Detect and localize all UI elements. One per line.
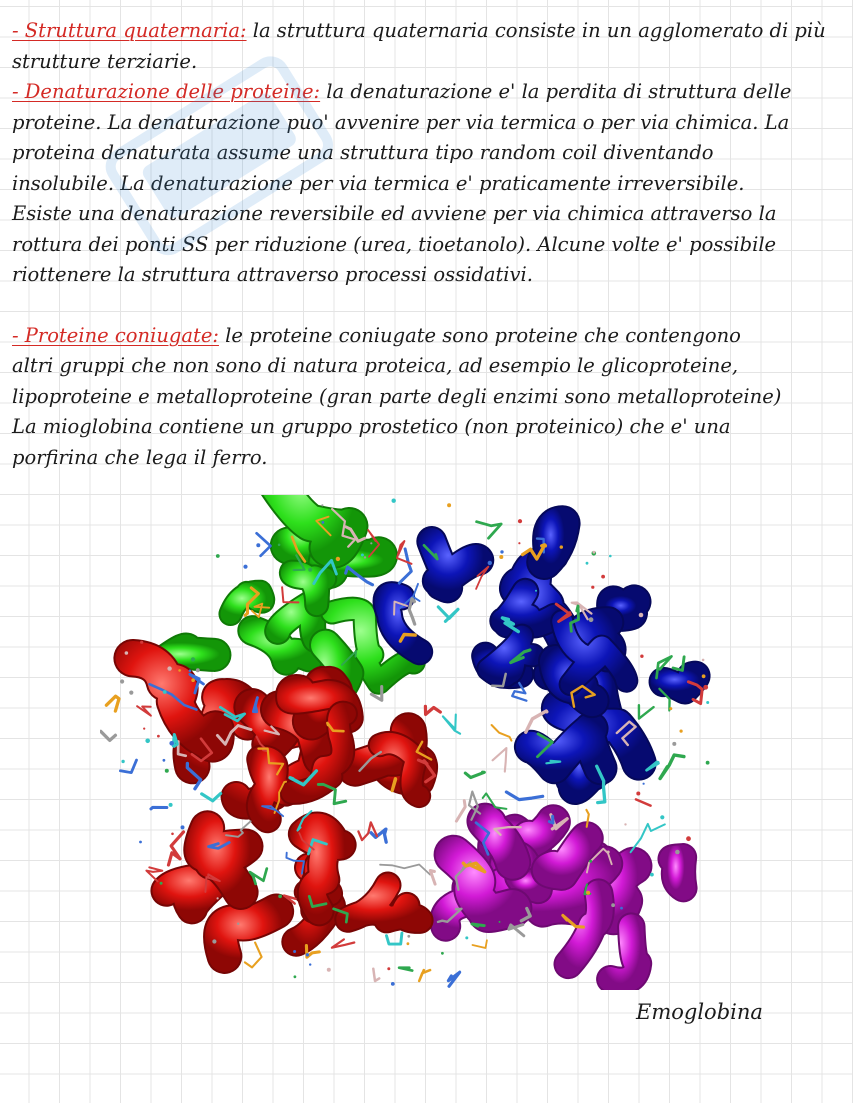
residue-stick — [509, 925, 524, 936]
note-line: Esiste una denaturazione reversibile ed avviene per via chimica attraverso la — [12, 202, 777, 225]
solvent-dot — [391, 982, 395, 986]
solvent-dot — [620, 907, 623, 910]
heading-denaturazione: - Denaturazione delle proteine: — [12, 80, 321, 103]
solvent-dot — [237, 923, 239, 925]
solvent-dot — [189, 670, 192, 673]
solvent-dot — [243, 565, 247, 569]
solvent-dot — [293, 950, 296, 953]
solvent-dot — [191, 678, 195, 682]
solvent-dot — [143, 728, 145, 730]
residue-stick — [448, 972, 459, 986]
heading-proteine-coniugate: - Proteine coniugate: — [12, 323, 219, 347]
residue-stick — [409, 599, 415, 624]
solvent-dot — [364, 556, 366, 558]
solvent-dot — [672, 742, 676, 746]
residue-stick — [151, 807, 167, 809]
residue-stick — [636, 799, 651, 805]
solvent-dot — [447, 503, 451, 507]
residue-stick — [137, 706, 151, 716]
solvent-dot — [702, 659, 705, 662]
solvent-dot — [499, 921, 501, 923]
solvent-dot — [129, 691, 133, 695]
residue-stick — [430, 871, 435, 885]
solvent-dot — [675, 850, 680, 855]
solvent-dot — [169, 803, 173, 807]
solvent-dot — [589, 860, 592, 863]
solvent-dot — [577, 615, 579, 617]
solvent-dot — [125, 651, 129, 655]
residue-stick — [438, 607, 458, 622]
note-line: rottura dei ponti SS per riduzione (urea, tioetanolo). Alcune volte e' possibile — [12, 232, 777, 256]
note-line: La mioglobina contiene un gruppo prostetico (non proteinico) che e' una — [12, 415, 731, 438]
residue-stick — [202, 794, 221, 801]
solvent-dot — [544, 544, 548, 548]
solvent-dot — [586, 891, 590, 895]
residue-stick — [506, 792, 542, 800]
solvent-dot — [121, 760, 124, 763]
solvent-dot — [278, 544, 281, 547]
surface-tube — [672, 857, 684, 888]
residue-stick — [245, 943, 262, 968]
note-line: insolubile. La denaturazione per via termica e' praticamente irreversibile. — [12, 171, 745, 195]
surface-tube — [432, 541, 479, 588]
heading-struttura-quaternaria: - Struttura quaternaria: — [12, 19, 247, 42]
solvent-dot — [589, 617, 594, 622]
solvent-dot — [178, 669, 181, 672]
solvent-dot — [169, 741, 174, 746]
solvent-dot — [309, 963, 311, 965]
solvent-dot — [706, 701, 709, 704]
protein-surfaces — [133, 495, 697, 981]
residue-stick — [425, 706, 440, 714]
solvent-dot — [407, 935, 410, 938]
solvent-dot — [441, 952, 444, 955]
solvent-dot — [322, 521, 325, 524]
note-line: strutture terziarie. — [12, 49, 198, 73]
solvent-dot — [518, 519, 522, 523]
paragraph-gap — [12, 291, 842, 321]
solvent-dot — [256, 543, 260, 547]
solvent-dot — [499, 555, 503, 559]
solvent-dot — [336, 557, 340, 561]
solvent-dot — [212, 939, 216, 943]
solvent-dot — [191, 657, 195, 661]
solvent-dot — [488, 561, 492, 565]
residue-stick — [660, 755, 684, 779]
solvent-dot — [643, 783, 645, 785]
residue-stick — [169, 832, 184, 865]
residue-stick — [443, 715, 460, 734]
solvent-dot — [321, 504, 323, 506]
note-line: proteina denaturata assume una struttura tipo random coil diventando — [12, 141, 714, 164]
solvent-dot — [703, 685, 708, 690]
note-line: riottenere la struttura attraverso processi ossidativi. — [12, 263, 533, 286]
note-text: le proteine coniugate sono proteine che contengono — [218, 323, 741, 347]
solvent-dot — [392, 499, 396, 503]
solvent-dot — [278, 894, 282, 898]
solvent-dot — [518, 542, 520, 544]
residue-stick — [673, 657, 684, 671]
residue-stick — [639, 705, 654, 718]
solvent-dot — [669, 707, 672, 710]
solvent-dot — [165, 769, 169, 773]
note-line: lipoproteine e metalloproteine (gran parte degli enzimi sono metalloproteine) — [12, 384, 782, 408]
solvent-dot — [361, 554, 364, 557]
solvent-dot — [387, 967, 390, 970]
hemoglobin-structure-image — [100, 495, 720, 990]
solvent-dot — [535, 590, 537, 592]
solvent-dot — [560, 545, 563, 548]
solvent-dot — [120, 679, 124, 683]
note-line: proteine. La denaturazione puo' avvenire per via termica o per via chimica. La — [12, 110, 790, 134]
solvent-dot — [163, 759, 166, 762]
solvent-dot — [686, 836, 691, 841]
solvent-dot — [660, 815, 664, 819]
solvent-dot — [593, 551, 596, 554]
residue-stick — [399, 549, 411, 583]
watermark-logo — [92, 40, 352, 280]
solvent-dot — [607, 851, 610, 854]
solvent-dot — [160, 882, 163, 885]
figure-caption: Emoglobina — [636, 1000, 763, 1024]
solvent-dot — [196, 668, 200, 672]
solvent-dot — [591, 586, 594, 589]
residue-stick — [332, 939, 354, 947]
residue-stick — [106, 696, 119, 711]
solvent-dot — [636, 792, 640, 796]
solvent-dot — [407, 942, 410, 945]
note-line: altri gruppi che non sono di natura proteica, ad esempio le glicoproteine, — [12, 354, 739, 377]
residue-stick — [492, 725, 512, 741]
residue-stick — [101, 731, 116, 740]
solvent-dot — [706, 761, 710, 765]
solvent-dot — [639, 613, 644, 618]
solvent-dot — [640, 655, 643, 658]
solvent-dot — [217, 897, 219, 899]
solvent-dot — [171, 833, 174, 836]
solvent-dot — [601, 575, 605, 579]
solvent-dot — [139, 841, 142, 844]
solvent-dot — [327, 968, 331, 972]
solvent-dot — [624, 823, 626, 825]
residue-stick — [473, 940, 487, 948]
solvent-dot — [294, 975, 297, 978]
solvent-dot — [680, 730, 683, 733]
residue-stick — [456, 801, 465, 822]
solvent-dot — [465, 936, 468, 939]
solvent-dot — [157, 735, 160, 738]
note-text: la denaturazione e' la perdita di struttura delle — [320, 80, 792, 103]
solvent-dot — [163, 690, 167, 694]
note-line — [12, 321, 842, 352]
residue-stick — [373, 969, 379, 981]
solvent-dot — [611, 903, 615, 907]
solvent-dot — [145, 739, 150, 744]
residue-stick — [387, 933, 402, 944]
solvent-dot — [167, 666, 171, 670]
solvent-dot — [308, 568, 312, 572]
solvent-dot — [650, 873, 654, 877]
residue-stick — [493, 748, 507, 772]
residue-stick — [371, 829, 386, 842]
solvent-dot — [702, 674, 706, 678]
residue-stick — [472, 924, 484, 926]
solvent-dot — [370, 542, 372, 544]
residue-stick — [477, 522, 502, 539]
solvent-dot — [609, 555, 612, 558]
solvent-dot — [500, 550, 503, 553]
residue-stick — [399, 968, 412, 971]
surface-tube — [544, 523, 562, 562]
solvent-dot — [586, 562, 589, 565]
surface-tube — [348, 885, 420, 920]
note-line: porfirina che lega il ferro. — [12, 445, 268, 469]
solvent-dot — [181, 825, 185, 829]
residue-stick — [465, 772, 484, 777]
solvent-dot — [306, 953, 309, 956]
note-text: la struttura quaternaria consiste in un agglomerato di più — [246, 19, 826, 42]
solvent-dot — [216, 554, 220, 558]
residue-stick — [419, 970, 430, 981]
residue-stick — [526, 711, 547, 732]
solvent-dot — [140, 641, 143, 644]
